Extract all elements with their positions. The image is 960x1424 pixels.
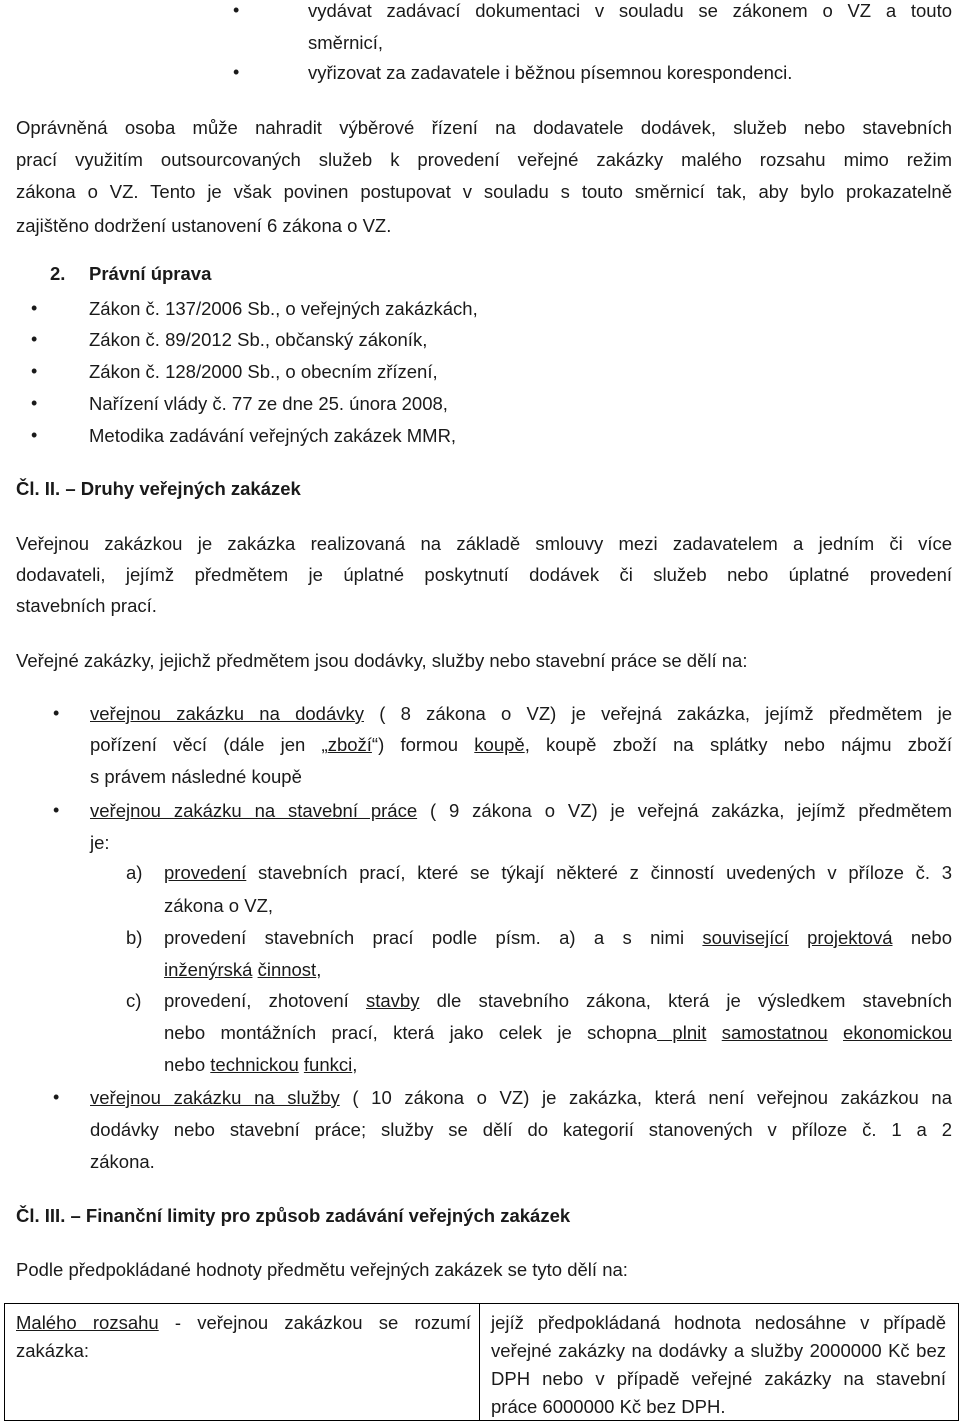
paragraph-line: dodavateli, jejímž předmětem je úplatné poskytnutí dodávek či služeb nebo úplatné provedení [16,564,952,585]
sub-text: nebo montážních prací, která jako celek je schopna [164,1022,658,1043]
article-heading: Čl. II. – Druhy veřejných zakázek [16,478,301,499]
link-maleho-rozsahu[interactable]: Malého rozsahu [16,1312,159,1333]
bullet-text: vydávat zadávací dokumentaci v souladu se zákonem o VZ a touto [308,0,952,21]
bullet-text-cont: směrnicí, [308,32,384,53]
link-ekonomickou[interactable]: ekonomickou [843,1022,953,1043]
sub-line [164,954,321,985]
para-text: zajištěno dodržení ustanovení 6 zákona o VZ. [16,215,392,236]
kind-text: ( 8 zákona o VZ) je veřejná zakázka, jejímž předmětem je [364,703,953,724]
kind-text: ( 10 zákona o VZ) je zakázka, která není veřejnou zakázkou na [339,1087,952,1108]
cell-text: - veřejnou zakázkou se rozumí zakázka: [16,1312,471,1361]
law-item: Metodika zadávání veřejných zakázek MMR, [89,425,457,446]
kind-line: zákona. [90,1151,155,1172]
kind-line [90,729,952,760]
paragraph-line: Oprávněná osoba může nahradit výběrové řízení na dodavatele dodávek, služeb nebo stavebních [16,117,952,138]
sub-label: c) [126,990,142,1011]
kind-text: pořízení věcí (dále jen „ [90,734,328,755]
kind-text: , koupě zboží na splátky nebo nájmu zboží [524,734,952,755]
paragraph-line [16,210,391,241]
link-projektova[interactable]: projektová [807,927,893,948]
paragraph-line: Veřejnou zakázkou je zakázka realizovaná na základě smlouvy mezi zadavatelem a jedním či více [16,533,952,554]
link-plnit[interactable]: plnit [657,1022,707,1043]
sub-line [164,1017,952,1048]
paragraph-line: prací využitím outsourcovaných služeb k provedení veřejné zakázky malého rozsahu mimo režim [16,149,952,170]
link-stavebni-prace[interactable]: veřejnou zakázku na stavební práce [90,800,418,821]
sub-text: nebo [892,927,953,948]
bullet-dot: • [31,361,38,381]
bullet-dot: • [31,298,38,318]
link-souvisejici[interactable]: související [702,927,789,948]
paragraph-line: stavebních prací. [16,595,157,616]
kind-text: “) formou [371,734,475,755]
section-number: 2. [50,263,66,284]
article-heading: Čl. III. – Finanční limity pro způsob zadávání veřejných zakázek [16,1205,571,1226]
law-item: Zákon č. 128/2000 Sb., o obecním zřízení, [89,361,438,382]
link-technickou[interactable]: technickou [210,1054,299,1075]
kind-text: ( 9 zákona o VZ) je veřejná zakázka, jejímž předmětem [417,800,952,821]
bullet-dot: • [233,0,240,20]
link-dodavky[interactable]: veřejnou zakázku na dodávky [90,703,364,724]
link-koupe[interactable]: koupě [474,734,525,755]
sub-text: stavebních prací, které se týkají některé z činností uvedených v příloze č. 3 [246,862,952,883]
bullet-dot: • [53,800,60,820]
kind-line [90,698,952,729]
sub-text: provedení, zhotovení [164,990,366,1011]
table-cell-left [16,1309,471,1365]
bullet-text: vyřizovat za zadavatele i běžnou písemnou korespondenci. [308,62,793,83]
law-item: Zákon č. 137/2006 Sb., o veřejných zakázkách, [89,298,478,319]
table-divider [479,1304,480,1420]
table-cell-right: jejíž předpokládaná hodnota nedosáhne v případě veřejné zakázky na dodávky a služby 2000000 Kč bez DPH nebo v případě veřejné zakázky na stavební práce 6000000 Kč bez DPH. [491,1312,946,1417]
kind-line: dodávky nebo stavební práce; služby se dělí do kategorií stanovených v příloze č. 1 a 2 [90,1119,952,1140]
sub-label: a) [126,862,143,883]
law-item: Zákon č. 89/2012 Sb., občanský zákoník, [89,329,428,350]
link-sluzby[interactable]: veřejnou zakázku na služby [90,1087,340,1108]
kinds-intro: Veřejné zakázky, jejichž předmětem jsou dodávky, služby nebo stavební práce se dělí na: [16,650,748,671]
link-zbozi[interactable]: zboží [327,734,372,755]
bullet-dot: • [31,329,38,349]
link-funkci[interactable]: funkci [303,1054,353,1075]
sub-line [164,985,952,1016]
sub-text: , [352,1054,358,1075]
section-heading: Právní úprava [89,263,212,284]
bullet-dot: • [53,1087,60,1107]
link-stavby[interactable]: stavby [365,990,420,1011]
kind-line: je: [90,832,110,853]
bullet-dot: • [233,62,240,82]
link-inzenyrska[interactable]: inženýrská [164,959,253,980]
sub-line [164,857,952,888]
paragraph-line: zákona o VZ. Tento je však povinen postupovat v souladu s touto směrnicí tak, aby bylo prokazatelně [16,181,952,202]
sub-text: provedení stavebních prací podle písm. a) a s nimi [164,927,703,948]
kind-line: s právem následné koupě [90,766,302,787]
law-item: Nařízení vlády č. 77 ze dne 25. února 2008, [89,393,448,414]
sub-text: , [316,959,322,980]
sub-line [164,1049,357,1080]
kind-line [90,795,952,826]
sub-line [164,922,952,953]
limits-table [4,1303,959,1421]
link-cinnost[interactable]: činnost [257,959,317,980]
bullet-dot: • [31,425,38,445]
kind-line [90,1082,952,1113]
sub-line: zákona o VZ, [164,895,274,916]
bullet-dot: • [53,703,60,723]
sub-label: b) [126,927,143,948]
sub-text: nebo [164,1054,211,1075]
limits-intro: Podle předpokládané hodnoty předmětu veřejných zakázek se tyto dělí na: [16,1259,628,1280]
link-provedeni[interactable]: provedení [164,862,247,883]
bullet-dot: • [31,393,38,413]
sub-text: dle stavebního zákona, která je výsledkem stavebních [419,990,952,1011]
link-samostatnou[interactable]: samostatnou [721,1022,828,1043]
